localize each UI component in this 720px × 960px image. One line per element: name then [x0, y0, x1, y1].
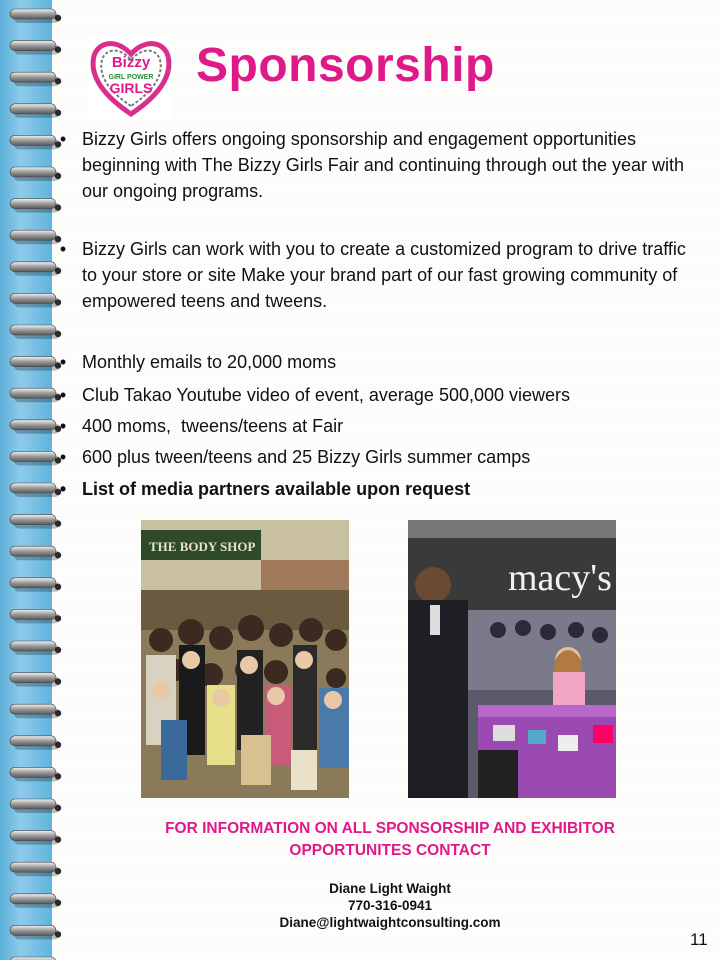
spiral-ring [10, 72, 61, 86]
spiral-ring [10, 673, 61, 687]
spiral-ring [10, 862, 61, 876]
macys-sign: macy's [508, 557, 612, 599]
spiral-ring [10, 420, 61, 434]
spiral-ring [10, 451, 61, 465]
bullet-icon: • [59, 129, 67, 149]
list-item [56, 413, 702, 439]
cta-line-1: FOR INFORMATION ON ALL SPONSORSHIP AND EXHIBITOR [165, 820, 615, 837]
body-shop-sign: THE BODY SHOP [149, 539, 256, 554]
spiral-ring [10, 230, 61, 244]
contact-call-to-action [100, 818, 680, 862]
list-item [56, 382, 702, 408]
spiral-ring [10, 736, 61, 750]
list-item [56, 444, 702, 470]
spiral-ring [10, 135, 61, 149]
list-item [56, 349, 702, 375]
bullet-text: List of media partners available upon request [82, 479, 471, 499]
spiral-ring [10, 546, 61, 560]
svg-text:GIRLS: GIRLS [109, 80, 153, 96]
spiral-ring [10, 831, 61, 845]
photo-macys [408, 520, 616, 798]
bullet-icon: • [59, 385, 67, 405]
contact-block [200, 880, 580, 931]
bullet-icon: • [59, 416, 67, 436]
spiral-ring [10, 104, 61, 118]
spiral-ring [10, 515, 61, 529]
spiral-ring [10, 578, 61, 592]
spiral-ring [10, 357, 61, 371]
bullet-text: 400 moms, tweens/teens at Fair [82, 416, 344, 436]
list-item [56, 236, 702, 314]
bullet-icon: • [59, 352, 67, 372]
spiral-ring [10, 325, 61, 339]
spiral-ring [10, 9, 61, 23]
bullet-icon: • [59, 447, 67, 467]
spiral-ring [10, 41, 61, 55]
contact-name: Diane Light Waight [329, 881, 451, 896]
contact-email[interactable]: Diane@lightwaightconsulting.com [279, 915, 501, 930]
bullet-icon: • [59, 239, 67, 259]
page-number: 11 [690, 930, 708, 949]
bullet-text: Club Takao Youtube video of event, average 500,000 viewers [82, 385, 571, 405]
bullet-text: Bizzy Girls can work with you to create a customized program to drive traffic to your store or site Make your brand part of our fast growing community of empowered teens and tweens. [82, 239, 686, 311]
bullet-text: Monthly emails to 20,000 moms [82, 352, 337, 372]
bullet-icon: • [59, 479, 67, 499]
spiral-ring [10, 199, 61, 213]
spiral-ring [10, 799, 61, 813]
cta-line-2: OPPORTUNITES CONTACT [289, 842, 491, 859]
svg-text:GIRL POWER: GIRL POWER [108, 74, 154, 81]
bullet-text: Bizzy Girls offers ongoing sponsorship and engagement opportunities beginning with The Bizzy Girls Fair and continuing through out the year with our ongoing programs. [82, 129, 684, 201]
page-title: Sponsorship [196, 39, 495, 92]
spiral-ring [10, 925, 61, 939]
spiral-ring [10, 262, 61, 276]
bullet-text: 600 plus tween/teens and 25 Bizzy Girls summer camps [82, 447, 531, 467]
spiral-ring [10, 609, 61, 623]
spiral-ring [10, 894, 61, 908]
spiral-ring [10, 641, 61, 655]
spiral-ring [10, 767, 61, 781]
bizzy-girls-logo [88, 34, 174, 120]
spiral-ring [10, 167, 61, 181]
spiral-ring [10, 704, 61, 718]
list-item [56, 126, 702, 204]
spiral-ring [10, 293, 61, 307]
svg-text:Bizzy: Bizzy [111, 54, 151, 71]
spiral-ring [10, 483, 61, 497]
spiral-ring [10, 388, 61, 402]
photo-body-shop [141, 520, 349, 798]
list-item [56, 476, 702, 502]
contact-phone[interactable]: 770-316-0941 [347, 898, 433, 913]
